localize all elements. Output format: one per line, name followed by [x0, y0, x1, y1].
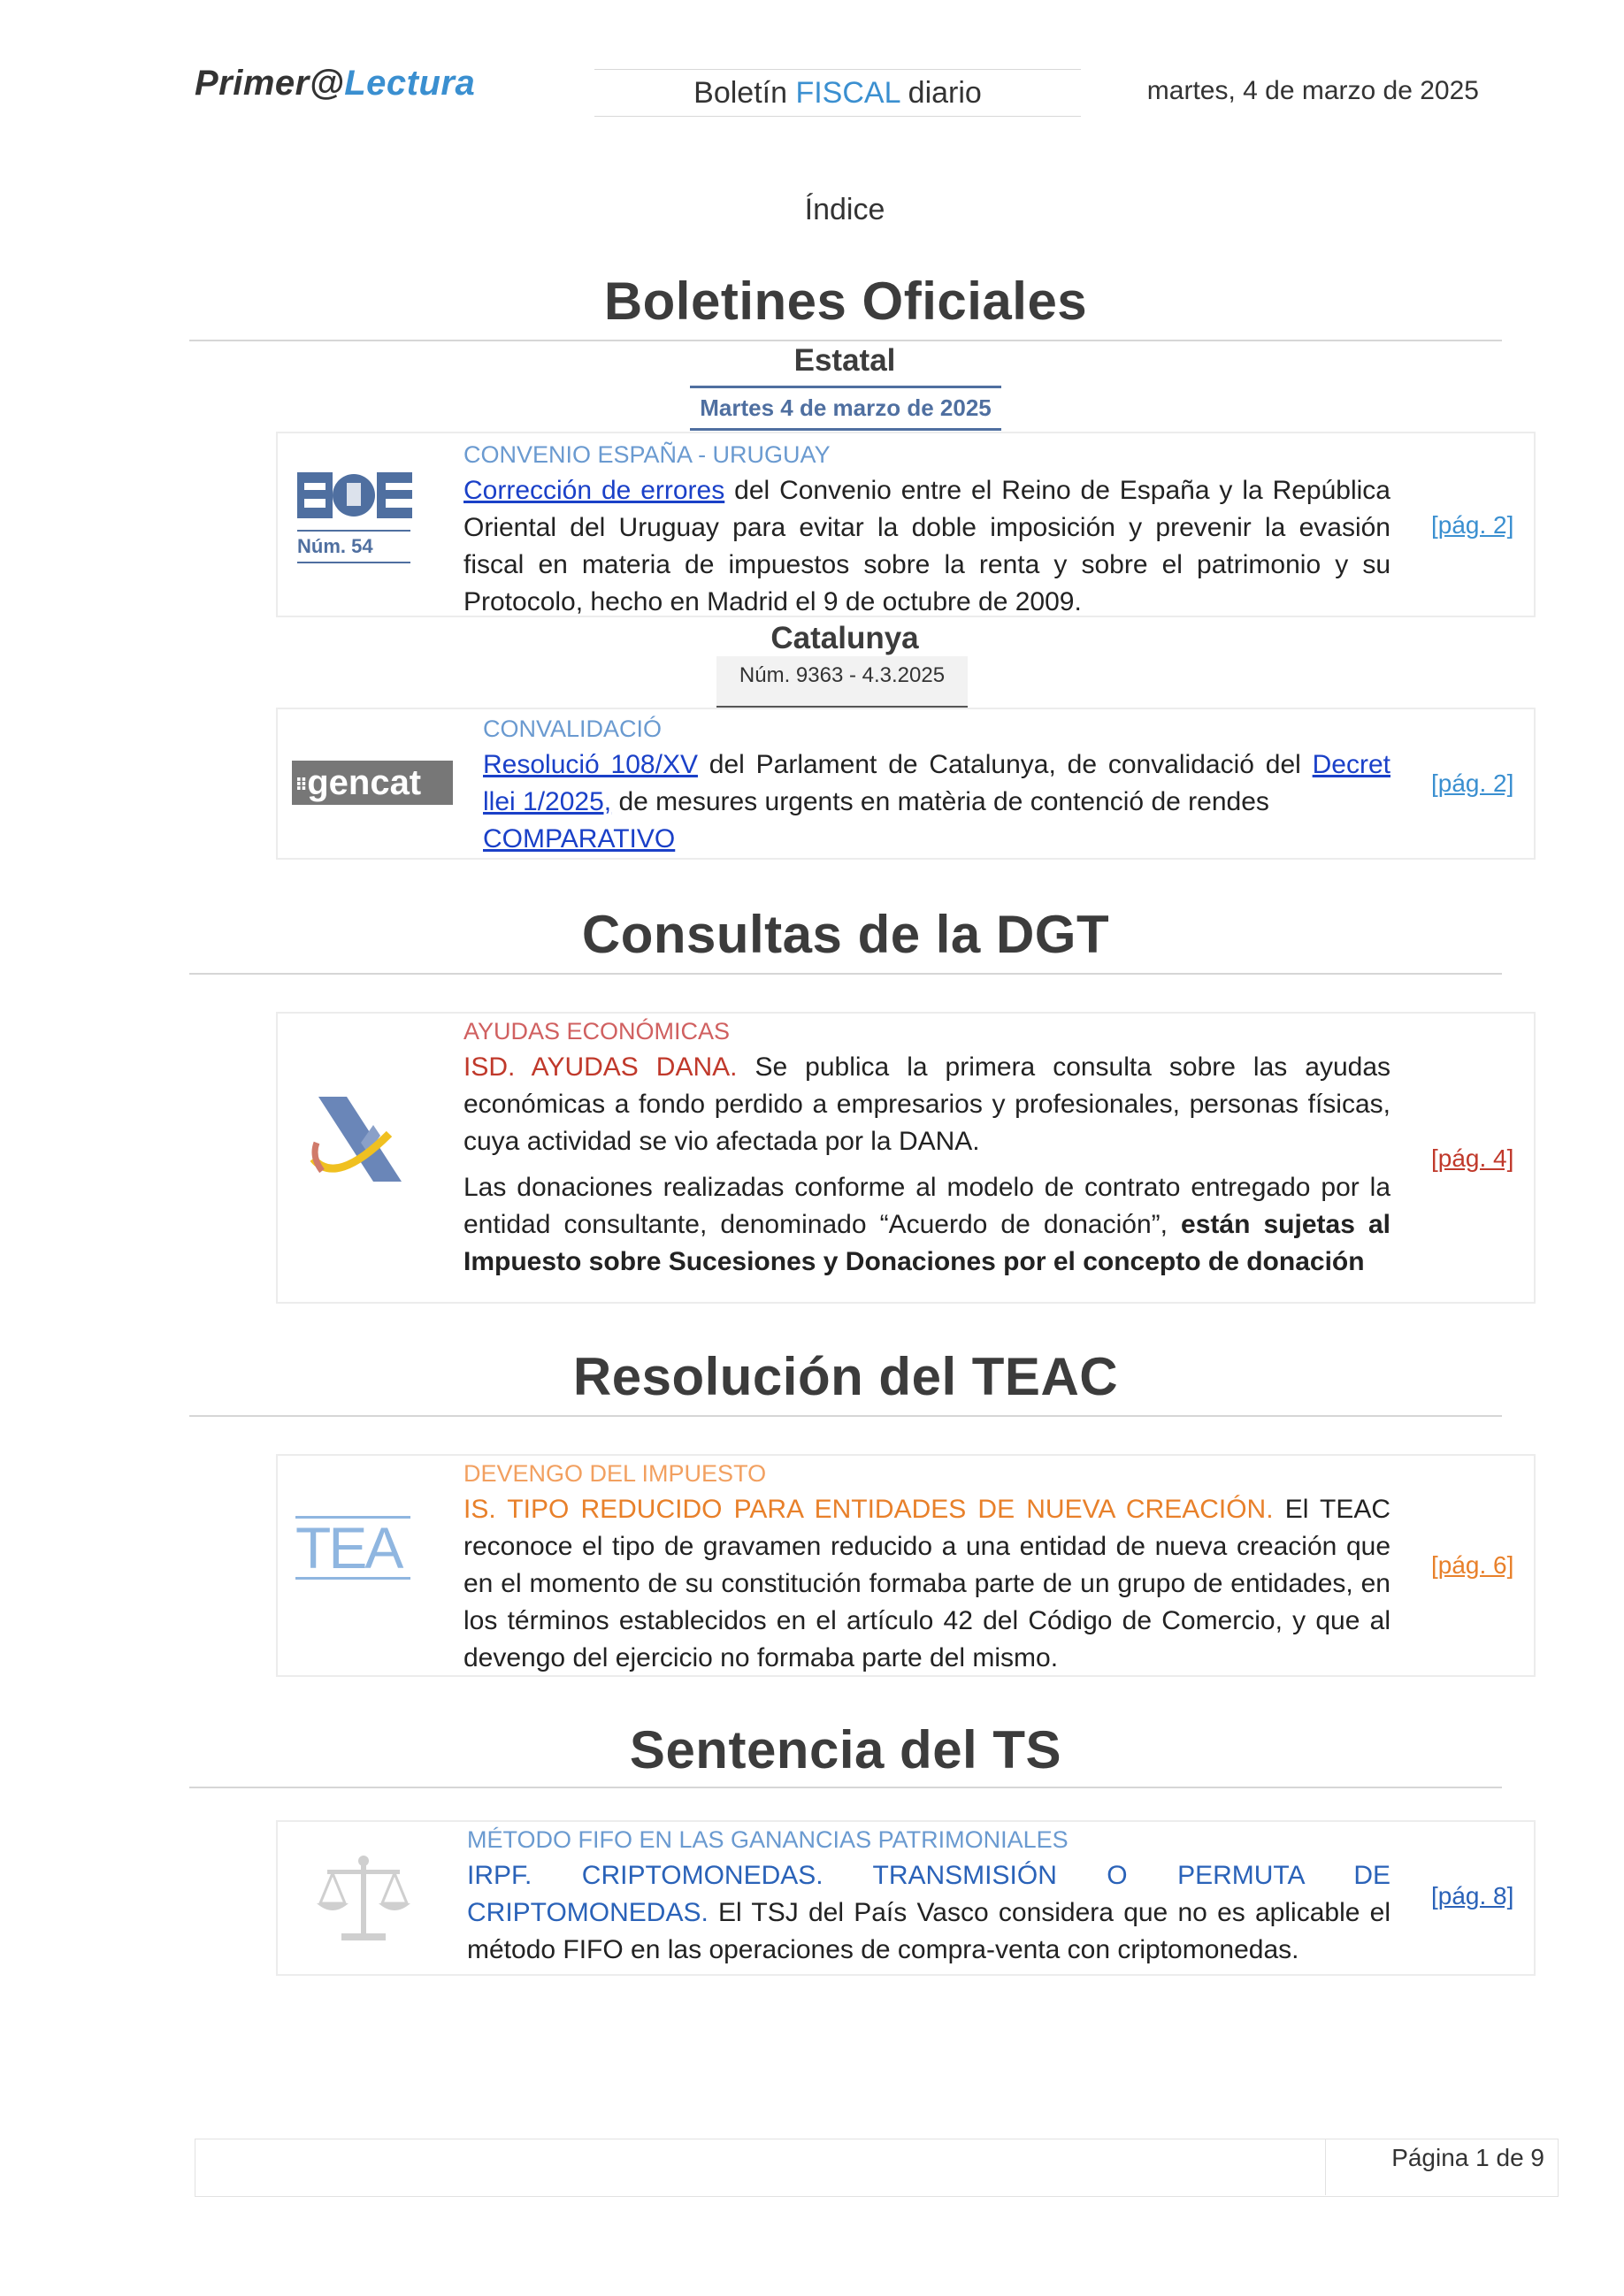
- news-card-ts: [276, 1820, 1536, 1976]
- section-divider: [189, 1787, 1502, 1788]
- item-category: MÉTODO FIFO EN LAS GANANCIAS PATRIMONIALES: [467, 1826, 1069, 1853]
- boe-logo-icon: [297, 469, 414, 563]
- page-ref-link[interactable]: [pág. 4]: [1431, 1144, 1514, 1172]
- aeat-logo-icon: [310, 1090, 407, 1187]
- item-lead: ISD. AYUDAS DANA.: [463, 1052, 738, 1082]
- section-divider: [189, 340, 1502, 341]
- section-title-boletines: Boletines Oficiales: [603, 272, 1088, 331]
- item-body: Se publica la primera consulta sobre las ayudas económicas a fondo perdido a empresarios y profesionales, personas físicas, cuya actividad se vio afectada por la DANA.: [463, 1052, 1390, 1156]
- item-body: Las donaciones realizadas conforme al modelo de contrato entregado por la entidad consultante, denominado “Acuerdo de donación”,: [463, 1173, 1390, 1239]
- gencat-logo-text: gencat: [307, 763, 422, 802]
- subsection-title-estatal: Estatal: [793, 343, 896, 378]
- gencat-content: [483, 711, 1390, 858]
- item-body: El TSJ del País Vasco considera que no es aplicable el método FIFO en las operaciones de compra-venta con criptomonedas.: [467, 1898, 1390, 1964]
- page-ref-link[interactable]: [pág. 6]: [1431, 1551, 1514, 1579]
- index-label: Índice: [804, 193, 885, 226]
- section-divider: [189, 1415, 1502, 1417]
- item-category: AYUDAS ECONÓMICAS: [463, 1018, 731, 1045]
- comparativo-link[interactable]: COMPARATIVO: [483, 824, 676, 853]
- item-body: El TEAC reconoce el tipo de gravamen reducido a una entidad de nueva creación que en el momento de su constitución formaba parte de un grupo de entidades, en los términos establecidos en el artículo 42 del Código de Comercio, y que al devengo del ejercicio no formaba parte del mismo.: [463, 1495, 1391, 1672]
- brand-part2: Lectura: [344, 64, 476, 103]
- page-number: Página 1 de 9: [1391, 2144, 1544, 2171]
- news-card-teac: [276, 1454, 1536, 1677]
- section-title-ts: Sentencia del TS: [629, 1720, 1062, 1779]
- bulletin-title: [594, 69, 1081, 117]
- dogc-number-label: Núm. 9363 - 4.3.2025: [716, 656, 968, 715]
- scales-of-justice-icon: [315, 1854, 412, 1946]
- footer-box: [195, 2139, 1559, 2197]
- item-body: del Parlament de Catalunya, de convalidació del: [697, 750, 1313, 779]
- brand-part1: Primer@: [195, 64, 345, 103]
- dgt-content: [463, 1014, 1390, 1281]
- bulletin-prefix: Boletín: [693, 76, 796, 110]
- item-body-bold: están sujetas al Impuesto sobre Sucesiones y Donaciones por el concepto de donación: [463, 1210, 1390, 1276]
- tea-logo-icon: [295, 1516, 410, 1580]
- boe-number: Núm. 54: [297, 530, 410, 563]
- news-card-gencat: [276, 708, 1536, 860]
- ts-content: [467, 1822, 1390, 1969]
- item-lead: IRPF. CRIPTOMONEDAS. TRANSMISIÓN O PERMUTA DE CRIPTOMONEDAS.: [467, 1861, 1390, 1927]
- item-body: de mesures urgents en matèria de contenció de rendes: [611, 787, 1269, 816]
- bulletin-highlight: FISCAL: [795, 76, 900, 110]
- item-lead: IS. TIPO REDUCIDO PARA ENTIDADES DE NUEVA CREACIÓN.: [463, 1495, 1274, 1524]
- gencat-logo-icon: ⁝⁝gencat: [292, 761, 453, 805]
- section-title-dgt: Consultas de la DGT: [581, 905, 1110, 964]
- footer-divider: [1325, 2139, 1326, 2195]
- news-card-dgt: [276, 1012, 1536, 1304]
- item-category: CONVALIDACIÓ: [483, 716, 663, 742]
- item-category: CONVENIO ESPAÑA - URUGUAY: [463, 441, 831, 468]
- news-card-boe: [276, 432, 1536, 617]
- divider-line: [690, 386, 1001, 388]
- subsection-title-catalunya: Catalunya: [770, 621, 919, 655]
- boe-date-label: Martes 4 de marzo de 2025: [700, 394, 992, 421]
- section-divider: [189, 973, 1502, 975]
- section-title-teac: Resolución del TEAC: [572, 1347, 1119, 1406]
- tea-logo-text: TEA: [295, 1516, 410, 1580]
- teac-content: [463, 1456, 1390, 1677]
- item-body: del Convenio entre el Reino de España y la República Oriental del Uruguay para evitar la doble imposición y prevenir la evasión fiscal en materia de impuestos sobre la renta y sobre el patrimonio y su Protocolo, hecho en Madrid el 9 de octubre de 2009.: [463, 476, 1390, 616]
- brand-logo: [195, 64, 475, 103]
- item-category: DEVENGO DEL IMPUESTO: [463, 1460, 767, 1487]
- decret-llei-link[interactable]: Decret llei 1/2025,: [483, 750, 1390, 816]
- page-ref-link[interactable]: [pág. 2]: [1431, 769, 1514, 797]
- page-ref-link[interactable]: [pág. 8]: [1431, 1882, 1514, 1910]
- bulletin-suffix: diario: [900, 76, 982, 110]
- header-date: martes, 4 de marzo de 2025: [1146, 76, 1479, 105]
- resolucio-link[interactable]: Resolució 108/XV: [483, 750, 698, 779]
- boe-content: [463, 437, 1390, 621]
- boe-document-link[interactable]: Corrección de errores: [463, 476, 725, 505]
- divider-line: [690, 428, 1001, 431]
- page-ref-link[interactable]: [pág. 2]: [1431, 511, 1514, 539]
